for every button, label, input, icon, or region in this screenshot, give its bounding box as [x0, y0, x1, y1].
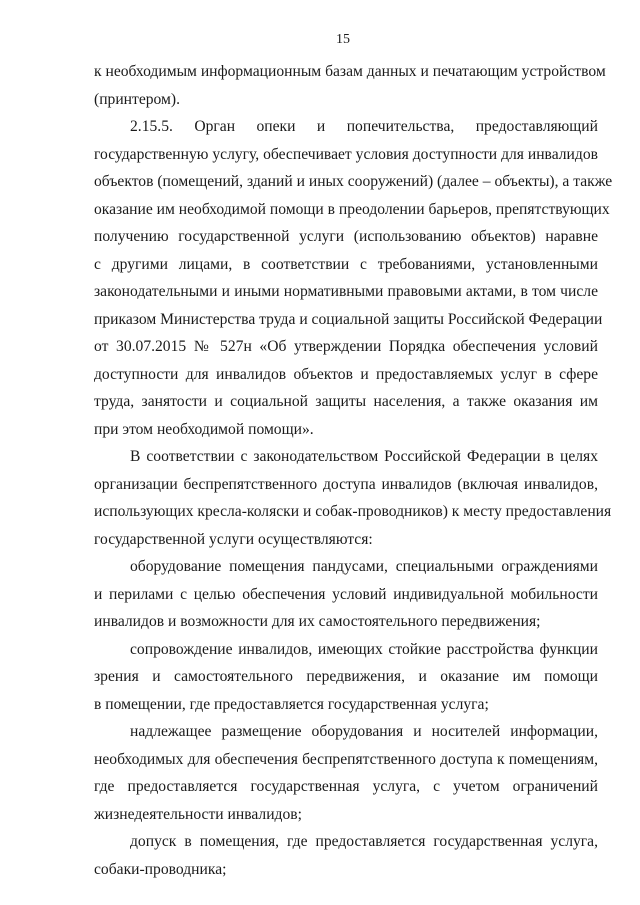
text-line: доступности для инвалидов объектов и предоставляемых услуг в сфере [94, 365, 598, 383]
text-line: инвалидов и возможности для их самостоятельного передвижения; [94, 613, 541, 630]
text-line: в помещении, где предоставляется государственная услуга; [94, 695, 489, 713]
text-line: зрения и самостоятельного передвижения, и оказание им помощи [94, 668, 598, 685]
text-line: к необходимым информационным базам данных и печатающим устройством [94, 63, 606, 80]
text-line: организации беспрепятственного доступа инвалидов (включая инвалидов, [94, 475, 598, 493]
paragraph-item-placement [94, 718, 598, 828]
text-line: государственную услугу, обеспечивает условия доступности для инвалидов [94, 145, 598, 163]
text-line: использующих кресла-коляски и собак-проводников) к месту предоставления [94, 503, 612, 520]
text-line: объектов (помещений, зданий и иных сооружений) (далее – объекты), а также [94, 173, 613, 190]
text-line: 2.15.5. Орган опеки и попечительства, предоставляющий [130, 118, 598, 135]
text-line: необходимых для обеспечения беспрепятственного доступа к помещениям, [94, 750, 598, 768]
text-line: законодательными и иными нормативными правовыми актами, в том числе [94, 283, 598, 300]
text-line: и перилами с целью обеспечения условий индивидуальной мобильности [94, 585, 598, 603]
paragraph-item-escort [94, 636, 598, 719]
text-line: с другими лицами, в соответствии с требованиями, установленными [94, 255, 598, 273]
page-number: 15 [336, 32, 350, 47]
text-line: труда, занятости и социальной защиты населения, а также оказания им [94, 393, 598, 410]
paragraph-item-equipment [94, 553, 598, 636]
paragraph-accordance [94, 443, 612, 553]
text-line: оборудование помещения пандусами, специальными ограждениями [130, 558, 598, 575]
text-line: получению государственной услуги (использованию объектов) наравне [94, 228, 598, 245]
text-line: при этом необходимой помощи». [94, 420, 314, 438]
text-line: В соответствии с законодательством Российской Федерации в целях [130, 448, 598, 465]
text-line: государственной услуги осуществляются: [94, 530, 373, 548]
text-line: жизнедеятельности инвалидов; [94, 805, 302, 823]
text-line: где предоставляется государственная услуга, с учетом ограничений [94, 778, 598, 795]
text-line: надлежащее размещение оборудования и носителей информации, [130, 723, 598, 740]
document-body [94, 58, 613, 883]
text-line: собаки-проводника; [94, 860, 227, 878]
text-line: (принтером). [94, 90, 181, 108]
paragraph-clause-2-15-5 [94, 113, 613, 443]
paragraph-item-guide-dogs [94, 828, 598, 883]
paragraph-continuation [94, 58, 606, 113]
text-line: сопровождение инвалидов, имеющих стойкие расстройства функции [130, 640, 598, 658]
text-line: приказом Министерства труда и социальной защиты Российской Федерации [94, 310, 603, 328]
text-line: оказание им необходимой помощи в преодолении барьеров, препятствующих [94, 200, 610, 218]
text-line: от 30.07.2015 № 527н «Об утверждении Порядка обеспечения условий [94, 338, 598, 355]
text-line: допуск в помещения, где предоставляется государственная услуга, [130, 833, 598, 850]
